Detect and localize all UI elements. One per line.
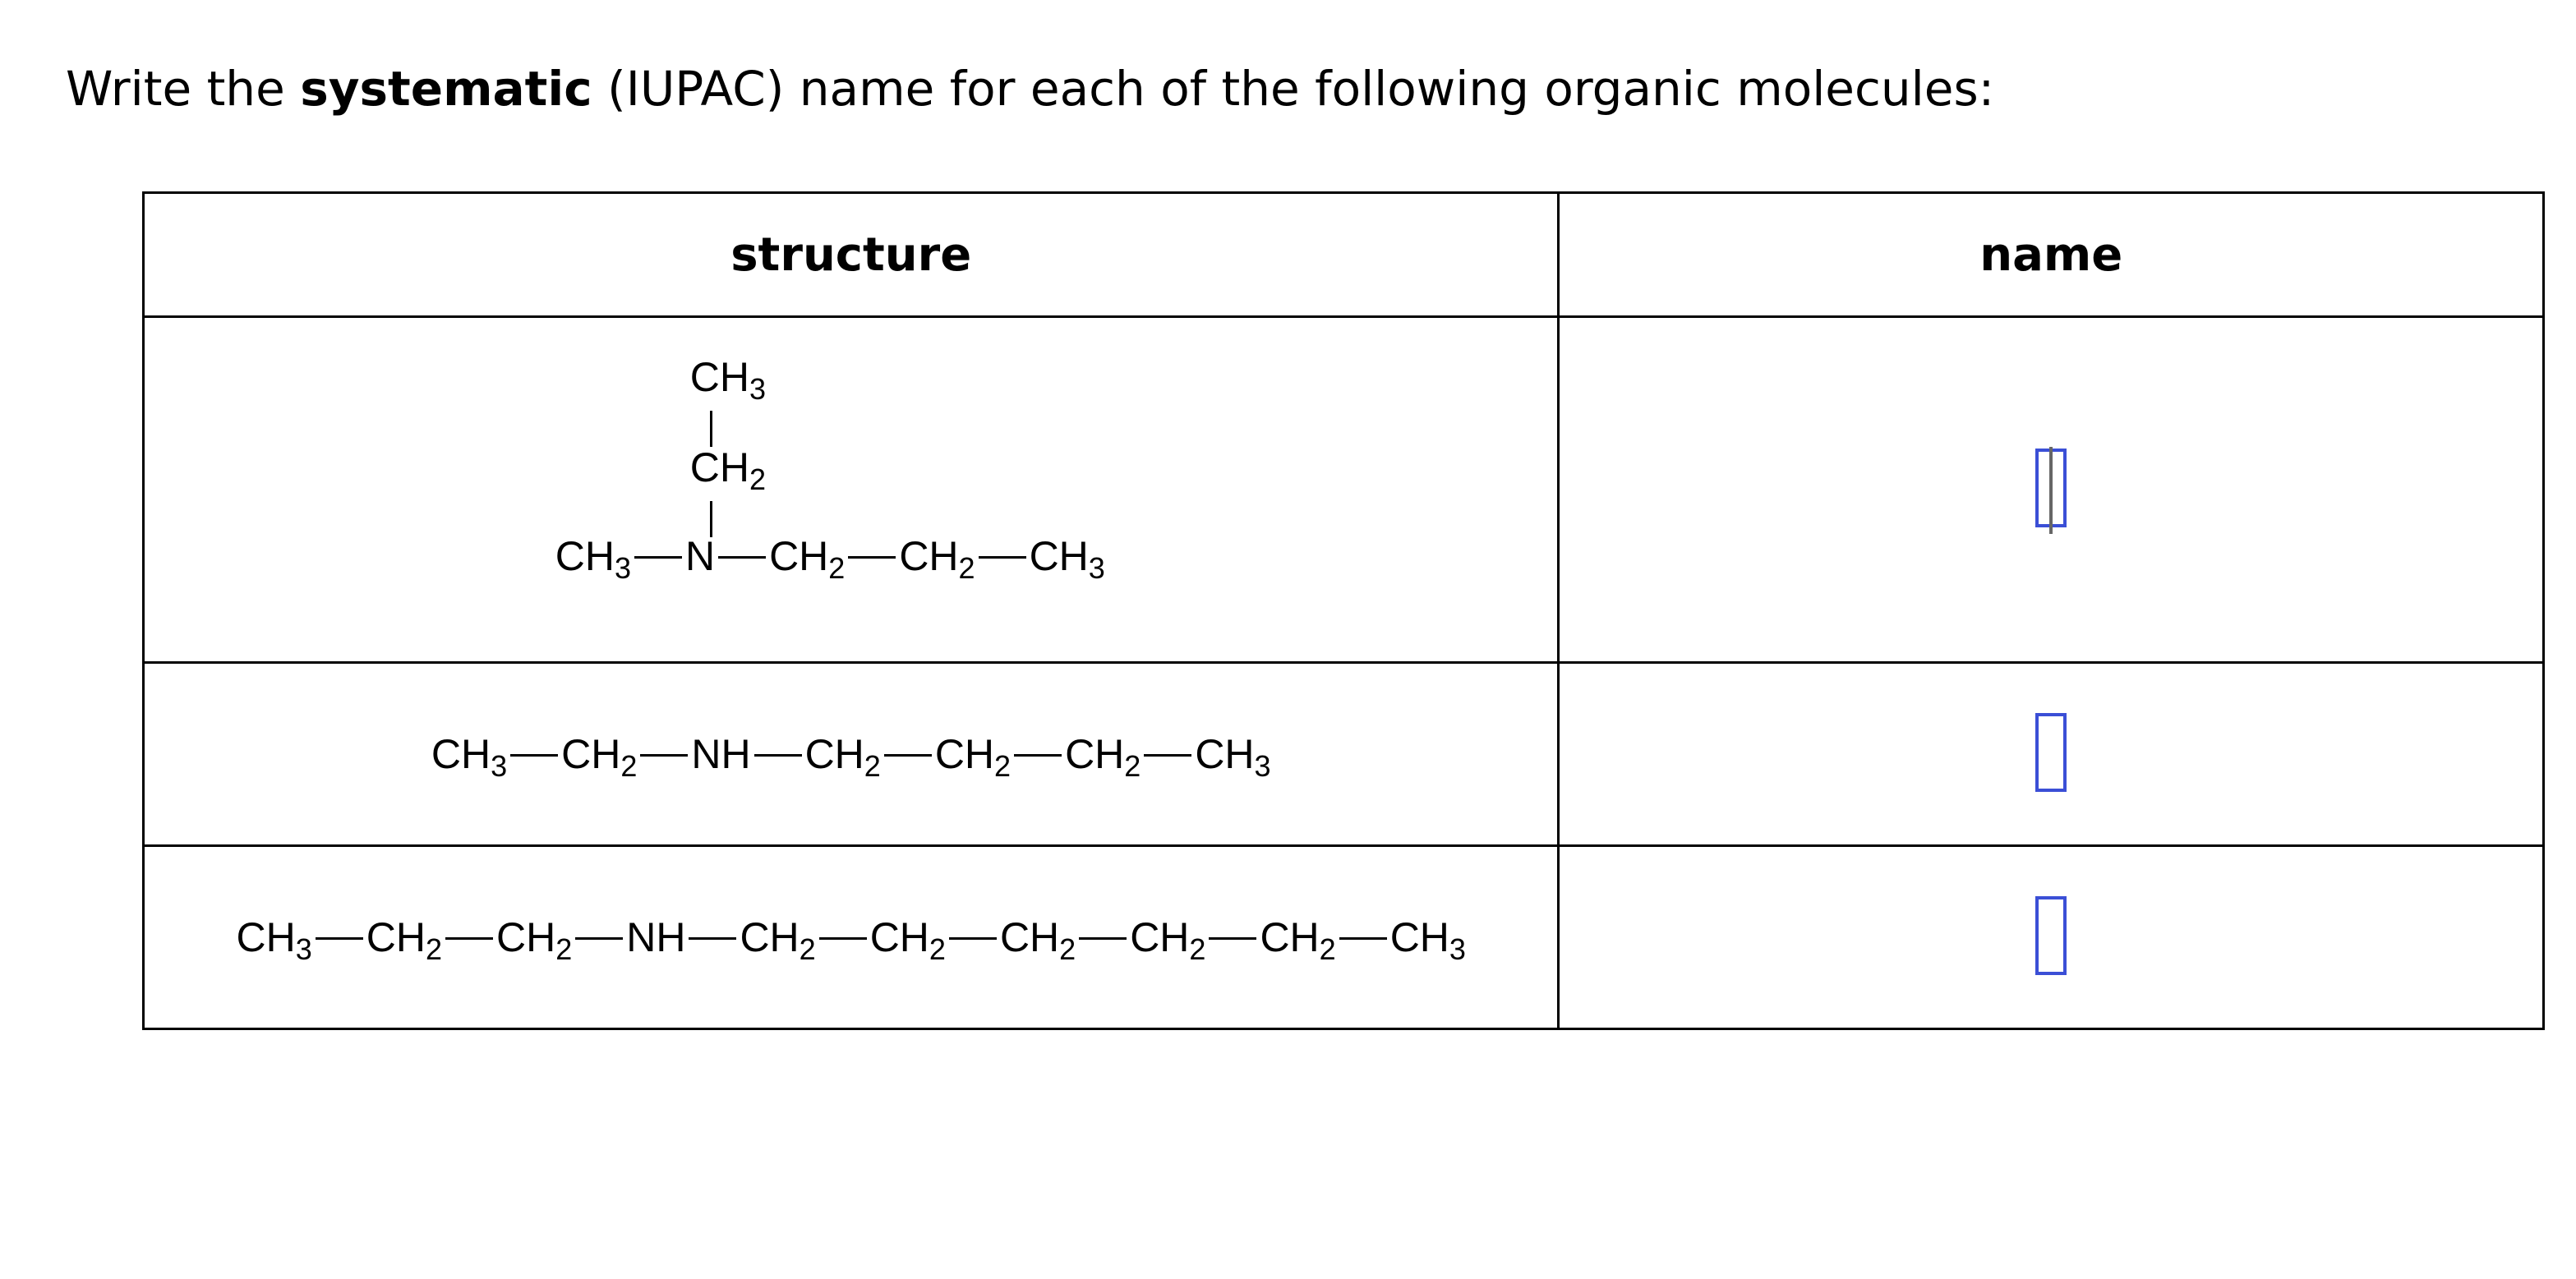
name-cell-1 — [1559, 317, 2544, 663]
bond — [754, 754, 802, 757]
bond — [640, 754, 688, 757]
chem-group: $CH_2$ — [1130, 914, 1206, 966]
table-row — [144, 663, 2544, 846]
vertical-bond — [710, 411, 712, 447]
bond — [884, 754, 932, 757]
question-prompt — [66, 59, 1994, 118]
bond — [1144, 754, 1191, 757]
prompt-suffix: (IUPAC) name for each of the following organic molecules: — [592, 61, 1995, 117]
chem-group: $CH_2$ — [899, 533, 975, 585]
header-structure: structure — [144, 193, 1559, 317]
branch-group-mid: $CH_2$ — [689, 444, 766, 496]
chem-group: $CH_3$ — [431, 731, 508, 783]
chem-group: $CH_2$ — [999, 914, 1076, 966]
structure-cell-3 — [144, 846, 1559, 1029]
structure-1 — [555, 353, 1147, 616]
structure-cell-2 — [144, 663, 1559, 846]
chem-group: NH — [626, 914, 686, 960]
answer-input-3[interactable] — [2035, 896, 2067, 975]
name-cell-2 — [1559, 663, 2544, 846]
branch-group-top: $CH_3$ — [689, 354, 766, 406]
table-header-row — [144, 193, 2544, 317]
prompt-prefix: Write the — [66, 61, 301, 117]
structure-cell-1 — [144, 317, 1559, 663]
chem-group: NH — [691, 731, 751, 777]
chem-group: $CH_3$ — [555, 533, 631, 585]
main-chain — [431, 730, 1271, 783]
header-name: name — [1559, 193, 2544, 317]
answer-input-1[interactable] — [2035, 449, 2067, 527]
bond — [634, 556, 682, 559]
chem-group: $CH_3$ — [1195, 731, 1271, 783]
chem-group: $CH_2$ — [869, 914, 946, 966]
bond — [979, 556, 1026, 559]
bond — [1339, 937, 1387, 940]
chem-group: $CH_2$ — [1065, 731, 1141, 783]
bond — [510, 754, 558, 757]
chem-group: $CH_3$ — [1029, 533, 1105, 585]
chem-group: $CH_3$ — [1389, 914, 1466, 966]
structures-table — [142, 191, 2545, 1030]
prompt-bold-word: systematic — [300, 61, 592, 117]
bond — [1209, 937, 1256, 940]
main-chain — [236, 913, 1466, 966]
chem-group: $CH_2$ — [804, 731, 881, 783]
name-cell-3 — [1559, 846, 2544, 1029]
chem-group: $CH_2$ — [1260, 914, 1336, 966]
bond — [1014, 754, 1062, 757]
chem-group: $CH_2$ — [561, 731, 638, 783]
bond — [819, 937, 867, 940]
bond — [1079, 937, 1127, 940]
text-cursor-icon — [2049, 447, 2053, 534]
bond — [316, 937, 363, 940]
chem-group: $CH_2$ — [740, 914, 816, 966]
main-chain — [555, 532, 1105, 585]
chem-group: $CH_2$ — [495, 914, 573, 966]
chem-group: $CH_2$ — [934, 731, 1012, 783]
table-row — [144, 846, 2544, 1029]
chem-group: $CH_3$ — [236, 914, 312, 966]
table-row — [144, 317, 2544, 663]
chem-group: $CH_2$ — [769, 533, 846, 585]
bond — [718, 556, 766, 559]
chem-group: $CH_2$ — [366, 914, 442, 966]
bond — [848, 556, 896, 559]
bond — [949, 937, 997, 940]
chem-group: N — [684, 533, 716, 579]
bond — [689, 937, 736, 940]
answer-input-2[interactable] — [2035, 713, 2067, 792]
bond — [575, 937, 623, 940]
bond — [445, 937, 493, 940]
